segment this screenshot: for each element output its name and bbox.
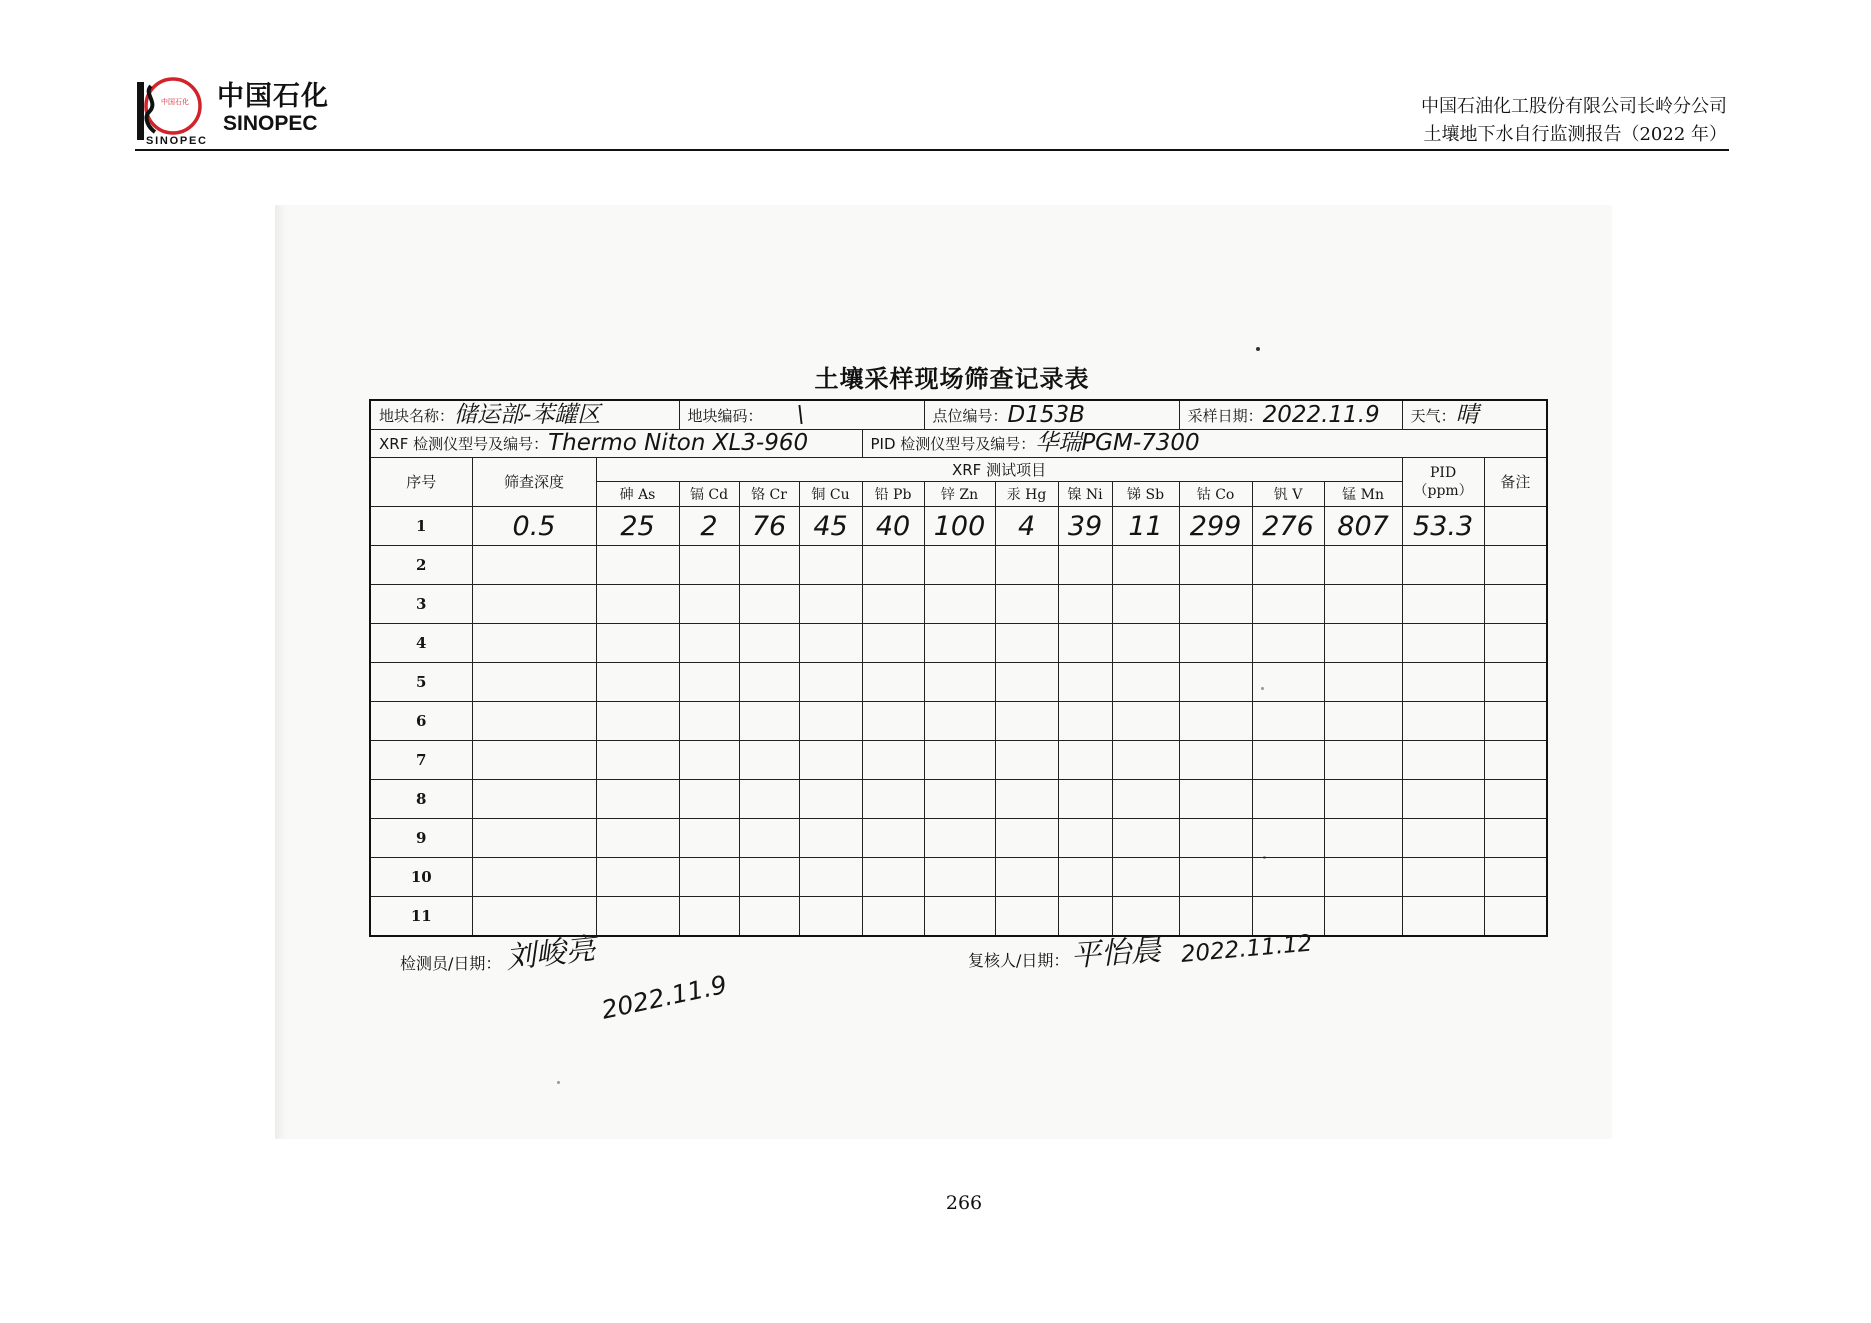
sb-value-cell — [1112, 858, 1179, 897]
pb-value-cell — [862, 819, 924, 858]
table-row — [370, 624, 1547, 663]
remark-cell — [1484, 858, 1547, 897]
ni-value-cell — [1058, 897, 1112, 937]
co-header: 钴 Co — [1179, 482, 1252, 507]
cu-value-cell — [799, 624, 862, 663]
as-value-cell — [596, 546, 679, 585]
sinopec-logo-icon — [133, 72, 207, 148]
site-code-cell — [679, 400, 924, 430]
logo-chinese-name: 中国石化 — [217, 81, 329, 112]
site-code-value: \ — [796, 401, 805, 428]
depth-cell — [472, 741, 596, 780]
v-value-cell — [1252, 897, 1324, 937]
depth-cell — [472, 702, 596, 741]
cd-header: 镉 Cd — [679, 482, 739, 507]
page-number: 266 — [945, 1192, 983, 1214]
v-header: 钒 V — [1252, 482, 1324, 507]
xrf-group-header: XRF 测试项目 — [596, 458, 1402, 482]
pid-header-label: PID — [1430, 465, 1457, 481]
depth-cell — [472, 858, 596, 897]
sb-value-cell — [1112, 897, 1179, 937]
co-value-cell — [1179, 663, 1252, 702]
hg-value-cell — [995, 663, 1058, 702]
depth-cell — [472, 663, 596, 702]
remark-cell — [1484, 702, 1547, 741]
inspector-signature: 刘峻亮 — [504, 931, 598, 976]
sb-value-cell — [1112, 624, 1179, 663]
depth-cell: 0.5 — [472, 507, 596, 546]
table-row — [370, 546, 1547, 585]
hg-header: 汞 Hg — [995, 482, 1058, 507]
co-value-cell — [1179, 702, 1252, 741]
data-rows — [370, 507, 1547, 937]
pb-value-cell — [862, 546, 924, 585]
cr-value-cell — [739, 897, 799, 937]
ni-value-cell — [1058, 663, 1112, 702]
pb-value-cell — [862, 624, 924, 663]
cd-value-cell — [679, 780, 739, 819]
cu-value-cell: 45 — [799, 507, 862, 546]
form-title: 土壤采样现场筛查记录表 — [814, 365, 1090, 393]
v-value-cell — [1252, 819, 1324, 858]
sb-value-cell: 11 — [1112, 507, 1179, 546]
pb-value-cell: 40 — [862, 507, 924, 546]
inspector-label: 检测员/日期： — [400, 954, 502, 973]
hg-value-cell — [995, 702, 1058, 741]
cr-value-cell: 76 — [739, 507, 799, 546]
ni-value-cell — [1058, 624, 1112, 663]
reviewer-label: 复核人/日期： — [968, 951, 1070, 970]
sb-value-cell — [1112, 546, 1179, 585]
remark-cell — [1484, 624, 1547, 663]
hg-value-cell — [995, 624, 1058, 663]
as-value-cell — [596, 702, 679, 741]
pid-value-cell — [1402, 585, 1484, 624]
column-header-row — [370, 458, 1547, 482]
zn-value-cell — [924, 819, 995, 858]
ni-value-cell — [1058, 546, 1112, 585]
remark-cell — [1484, 780, 1547, 819]
cd-value-cell — [679, 858, 739, 897]
sb-value-cell — [1112, 585, 1179, 624]
cd-value-cell: 2 — [679, 507, 739, 546]
ni-value-cell — [1058, 741, 1112, 780]
as-value-cell: 25 — [596, 507, 679, 546]
hg-value-cell — [995, 546, 1058, 585]
zn-header: 锌 Zn — [924, 482, 995, 507]
pb-value-cell — [862, 780, 924, 819]
depth-cell — [472, 624, 596, 663]
cr-value-cell — [739, 663, 799, 702]
depth-cell — [472, 585, 596, 624]
co-value-cell — [1179, 585, 1252, 624]
pid-value-cell — [1402, 819, 1484, 858]
remark-cell — [1484, 585, 1547, 624]
zn-value-cell — [924, 585, 995, 624]
zn-value-cell — [924, 780, 995, 819]
v-value-cell — [1252, 858, 1324, 897]
v-value-cell — [1252, 624, 1324, 663]
site-name-label: 地块名称： — [379, 406, 455, 425]
logo-mark-text: SINOPEC — [146, 135, 206, 147]
as-value-cell — [596, 858, 679, 897]
point-id-cell — [924, 400, 1179, 430]
ni-header: 镍 Ni — [1058, 482, 1112, 507]
as-value-cell — [596, 819, 679, 858]
depth-cell — [472, 897, 596, 937]
hg-value-cell — [995, 585, 1058, 624]
v-value-cell — [1252, 702, 1324, 741]
cu-header: 铜 Cu — [799, 482, 862, 507]
seq-cell: 8 — [370, 780, 472, 819]
scan-speck — [1256, 347, 1260, 351]
header-company: 中国石油化工股份有限公司长岭分公司 — [1421, 96, 1727, 117]
pid-instrument-value: 华瑞PGM-7300 — [1035, 430, 1200, 456]
logo-english-name: SINOPEC — [223, 112, 318, 135]
seq-cell: 7 — [370, 741, 472, 780]
xrf-instrument-value: Thermo Niton XL3-960 — [548, 430, 809, 456]
mn-value-cell — [1324, 897, 1402, 937]
cu-value-cell — [799, 585, 862, 624]
sb-value-cell — [1112, 819, 1179, 858]
as-value-cell — [596, 780, 679, 819]
cd-value-cell — [679, 546, 739, 585]
cd-value-cell — [679, 663, 739, 702]
hg-value-cell — [995, 858, 1058, 897]
xrf-instrument-cell — [370, 430, 862, 458]
v-value-cell — [1252, 585, 1324, 624]
cd-value-cell — [679, 897, 739, 937]
sb-value-cell — [1112, 741, 1179, 780]
remark-cell — [1484, 741, 1547, 780]
seq-cell: 3 — [370, 585, 472, 624]
pid-value-cell — [1402, 624, 1484, 663]
cr-value-cell — [739, 780, 799, 819]
seq-cell: 11 — [370, 897, 472, 937]
xrf-instrument-label: XRF 检测仪型号及编号： — [379, 435, 549, 453]
reviewer-date: 2022.11.12 — [1179, 930, 1314, 968]
mn-value-cell — [1324, 546, 1402, 585]
hg-value-cell: 4 — [995, 507, 1058, 546]
cd-value-cell — [679, 819, 739, 858]
cr-value-cell — [739, 546, 799, 585]
pid-value-cell — [1402, 546, 1484, 585]
point-id-label: 点位编号： — [932, 406, 1008, 425]
ni-value-cell — [1058, 780, 1112, 819]
hg-value-cell — [995, 780, 1058, 819]
mn-value-cell — [1324, 702, 1402, 741]
pid-value-cell — [1402, 702, 1484, 741]
depth-cell — [472, 546, 596, 585]
cu-value-cell — [799, 546, 862, 585]
cu-value-cell — [799, 897, 862, 937]
pb-value-cell — [862, 741, 924, 780]
inspector-date: 2022.11.9 — [598, 969, 730, 1025]
depth-header: 筛查深度 — [472, 458, 596, 507]
zn-value-cell: 100 — [924, 507, 995, 546]
pid-header — [1402, 458, 1484, 507]
cu-value-cell — [799, 702, 862, 741]
zn-value-cell — [924, 624, 995, 663]
remark-cell — [1484, 897, 1547, 937]
table-row — [370, 663, 1547, 702]
mn-value-cell — [1324, 663, 1402, 702]
zn-value-cell — [924, 663, 995, 702]
co-value-cell — [1179, 819, 1252, 858]
table-row — [370, 585, 1547, 624]
remark-header: 备注 — [1484, 458, 1547, 507]
remark-cell — [1484, 507, 1547, 546]
pid-value-cell: 53.3 — [1402, 507, 1484, 546]
mn-value-cell — [1324, 780, 1402, 819]
as-value-cell — [596, 741, 679, 780]
seq-cell: 1 — [370, 507, 472, 546]
weather-value: 晴 — [1455, 401, 1479, 428]
as-value-cell — [596, 663, 679, 702]
pid-value-cell — [1402, 897, 1484, 937]
cr-value-cell — [739, 819, 799, 858]
cd-value-cell — [679, 741, 739, 780]
v-value-cell: 276 — [1252, 507, 1324, 546]
co-value-cell — [1179, 897, 1252, 937]
sampling-date-label: 采样日期： — [1187, 406, 1263, 425]
ni-value-cell — [1058, 585, 1112, 624]
pb-value-cell — [862, 897, 924, 937]
cu-value-cell — [799, 663, 862, 702]
cr-value-cell — [739, 585, 799, 624]
v-value-cell — [1252, 741, 1324, 780]
pid-instrument-label: PID 检测仪型号及编号： — [870, 435, 1036, 453]
zn-value-cell — [924, 702, 995, 741]
mn-value-cell — [1324, 585, 1402, 624]
remark-cell — [1484, 546, 1547, 585]
info-row-site — [370, 400, 1547, 430]
cu-value-cell — [799, 741, 862, 780]
weather-label: 天气： — [1410, 406, 1456, 425]
co-value-cell: 299 — [1179, 507, 1252, 546]
co-value-cell — [1179, 780, 1252, 819]
as-header: 砷 As — [596, 482, 679, 507]
pid-header-unit: （ppm） — [1413, 483, 1473, 499]
v-value-cell — [1252, 663, 1324, 702]
sb-value-cell — [1112, 780, 1179, 819]
mn-value-cell: 807 — [1324, 507, 1402, 546]
table-row — [370, 780, 1547, 819]
ni-value-cell: 39 — [1058, 507, 1112, 546]
seq-cell: 5 — [370, 663, 472, 702]
table-row — [370, 897, 1547, 937]
seq-cell: 6 — [370, 702, 472, 741]
cu-value-cell — [799, 819, 862, 858]
v-value-cell — [1252, 780, 1324, 819]
cr-value-cell — [739, 624, 799, 663]
hg-value-cell — [995, 741, 1058, 780]
cu-value-cell — [799, 780, 862, 819]
sampling-date-cell — [1179, 400, 1402, 430]
weather-cell — [1402, 400, 1547, 430]
cd-value-cell — [679, 624, 739, 663]
cr-value-cell — [739, 702, 799, 741]
mn-value-cell — [1324, 624, 1402, 663]
ni-value-cell — [1058, 819, 1112, 858]
cd-value-cell — [679, 585, 739, 624]
co-value-cell — [1179, 858, 1252, 897]
zn-value-cell — [924, 546, 995, 585]
pid-value-cell — [1402, 741, 1484, 780]
logo-mark-small-text: 中国石化 — [161, 98, 189, 106]
pb-value-cell — [862, 702, 924, 741]
table-row — [370, 507, 1547, 546]
co-value-cell — [1179, 741, 1252, 780]
table-row — [370, 702, 1547, 741]
sampling-date-value: 2022.11.9 — [1262, 401, 1380, 428]
pb-value-cell — [862, 858, 924, 897]
info-row-instruments — [370, 430, 1547, 458]
table-row — [370, 858, 1547, 897]
seq-header: 序号 — [370, 458, 472, 507]
site-code-label: 地块编码： — [687, 406, 763, 425]
hg-value-cell — [995, 819, 1058, 858]
cr-value-cell — [739, 741, 799, 780]
scan-speck — [557, 1081, 560, 1084]
co-value-cell — [1179, 624, 1252, 663]
pb-value-cell — [862, 663, 924, 702]
remark-cell — [1484, 819, 1547, 858]
point-id-value: D153B — [1007, 401, 1085, 428]
seq-cell: 2 — [370, 546, 472, 585]
pb-header: 铅 Pb — [862, 482, 924, 507]
remark-cell — [1484, 663, 1547, 702]
pb-value-cell — [862, 585, 924, 624]
depth-cell — [472, 819, 596, 858]
site-name-value: 储运部-苯罐区 — [454, 401, 601, 428]
sb-header: 锑 Sb — [1112, 482, 1179, 507]
as-value-cell — [596, 585, 679, 624]
seq-cell: 10 — [370, 858, 472, 897]
ni-value-cell — [1058, 858, 1112, 897]
co-value-cell — [1179, 546, 1252, 585]
pid-value-cell — [1402, 858, 1484, 897]
header-divider — [135, 149, 1729, 151]
pid-instrument-cell — [862, 430, 1547, 458]
mn-value-cell — [1324, 858, 1402, 897]
zn-value-cell — [924, 897, 995, 937]
zn-value-cell — [924, 858, 995, 897]
ni-value-cell — [1058, 702, 1112, 741]
cr-header: 铬 Cr — [739, 482, 799, 507]
cr-value-cell — [739, 858, 799, 897]
reviewer-signature: 平怡晨 — [1069, 932, 1162, 974]
cd-value-cell — [679, 702, 739, 741]
mn-header: 锰 Mn — [1324, 482, 1402, 507]
sb-value-cell — [1112, 663, 1179, 702]
mn-value-cell — [1324, 819, 1402, 858]
table-row — [370, 741, 1547, 780]
seq-cell: 4 — [370, 624, 472, 663]
v-value-cell — [1252, 546, 1324, 585]
seq-cell: 9 — [370, 819, 472, 858]
depth-cell — [472, 780, 596, 819]
zn-value-cell — [924, 741, 995, 780]
pid-value-cell — [1402, 780, 1484, 819]
sb-value-cell — [1112, 702, 1179, 741]
site-name-cell — [370, 400, 679, 430]
pid-value-cell — [1402, 663, 1484, 702]
as-value-cell — [596, 624, 679, 663]
hg-value-cell — [995, 897, 1058, 937]
screening-record-table — [369, 399, 1548, 937]
header-report-title: 土壤地下水自行监测报告（2022 年） — [1423, 124, 1727, 145]
table-row — [370, 819, 1547, 858]
cu-value-cell — [799, 858, 862, 897]
mn-value-cell — [1324, 741, 1402, 780]
as-value-cell — [596, 897, 679, 937]
